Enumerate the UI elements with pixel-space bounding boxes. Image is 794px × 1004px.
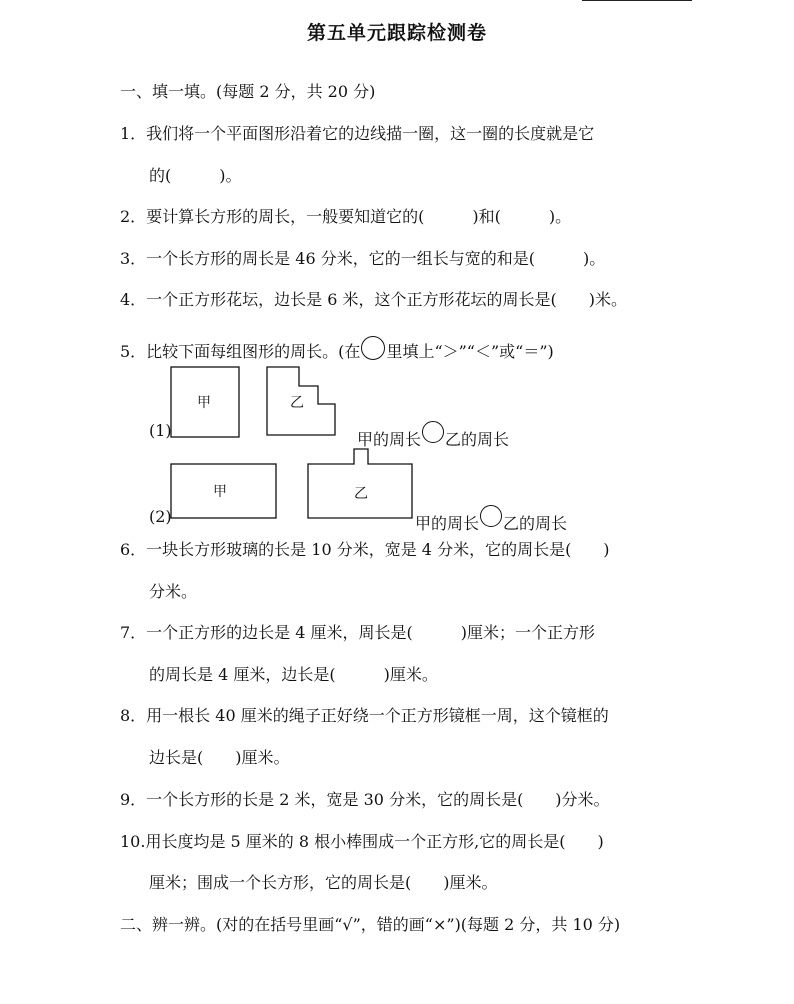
q6-line1: 6．一块长方形玻璃的长是 10 分米，宽是 4 分米，它的周长是( ) bbox=[120, 540, 610, 559]
q3-text: 3．一个长方形的周长是 46 分米，它的一组长与宽的和是( )。 bbox=[120, 249, 606, 268]
q5-part1-left-text: 甲的周长 bbox=[357, 430, 422, 449]
q5-part2-number: (2) bbox=[149, 507, 172, 526]
section1-heading: 一、填一填。(每题 2 分，共 20 分) bbox=[120, 82, 376, 101]
q8-line2: 边长是( )厘米。 bbox=[149, 748, 290, 767]
q8-line1: 8．用一根长 40 厘米的绳子正好绕一个正方形镜框一周，这个镜框的 bbox=[120, 706, 609, 725]
answer-circle-icon bbox=[361, 336, 385, 360]
q5-part1-right-text: 乙的周长 bbox=[445, 430, 510, 449]
q5-part1-number: (1) bbox=[149, 421, 172, 440]
notched-yi-shape bbox=[308, 449, 412, 518]
q10-line1: 10.用长度均是 5 厘米的 8 根小棒围成一个正方形,它的周长是( ) bbox=[120, 832, 604, 851]
q1-line2: 的( )。 bbox=[149, 166, 242, 185]
page-title: 第五单元跟踪检测卷 bbox=[306, 22, 487, 44]
q1-line1: 1．我们将一个平面图形沿着它的边线描一圈，这一圈的长度就是它 bbox=[120, 124, 595, 143]
q9-text: 9．一个长方形的长是 2 米，宽是 30 分米，它的周长是( )分米。 bbox=[120, 790, 610, 809]
answer-circle-icon[interactable] bbox=[480, 505, 502, 527]
q5-part2-compare bbox=[415, 505, 567, 534]
q5-suffix: 里填上“＞”“＜”或“＝”) bbox=[386, 342, 554, 361]
q5-text bbox=[120, 336, 554, 362]
section2-heading: 二、辨一辨。(对的在括号里画“√”，错的画“×”)(每题 2 分，共 10 分) bbox=[120, 915, 621, 934]
q6-line2: 分米。 bbox=[149, 582, 198, 601]
q7-line1: 7．一个正方形的边长是 4 厘米，周长是( )厘米；一个正方形 bbox=[120, 623, 596, 642]
q5-part1-figures bbox=[168, 364, 340, 438]
q5-part2-right-text: 乙的周长 bbox=[503, 514, 568, 533]
q7-line2: 的周长是 4 厘米，边长是( )厘米。 bbox=[149, 665, 438, 684]
q2-text: 2．要计算长方形的周长，一般要知道它的( )和( )。 bbox=[120, 207, 572, 226]
answer-circle-icon[interactable] bbox=[422, 421, 444, 443]
q5-part2-left-text: 甲的周长 bbox=[415, 514, 480, 533]
q5-prefix: 5．比较下面每组图形的周长。(在 bbox=[120, 342, 361, 361]
q5-part1-shape-a-label: 甲 bbox=[197, 395, 211, 411]
q5-part2-shape-b-label: 乙 bbox=[354, 486, 368, 502]
q4-text: 4．一个正方形花坛，边长是 6 米，这个正方形花坛的周长是( )米。 bbox=[120, 290, 628, 309]
q5-part1-shape-b-label: 乙 bbox=[290, 395, 304, 411]
header-rule bbox=[582, 0, 692, 1]
q5-part2-figures bbox=[168, 446, 416, 522]
q5-part2-shape-a-label: 甲 bbox=[213, 484, 227, 500]
q10-line2: 厘米；围成一个长方形，它的周长是( )厘米。 bbox=[149, 873, 498, 892]
